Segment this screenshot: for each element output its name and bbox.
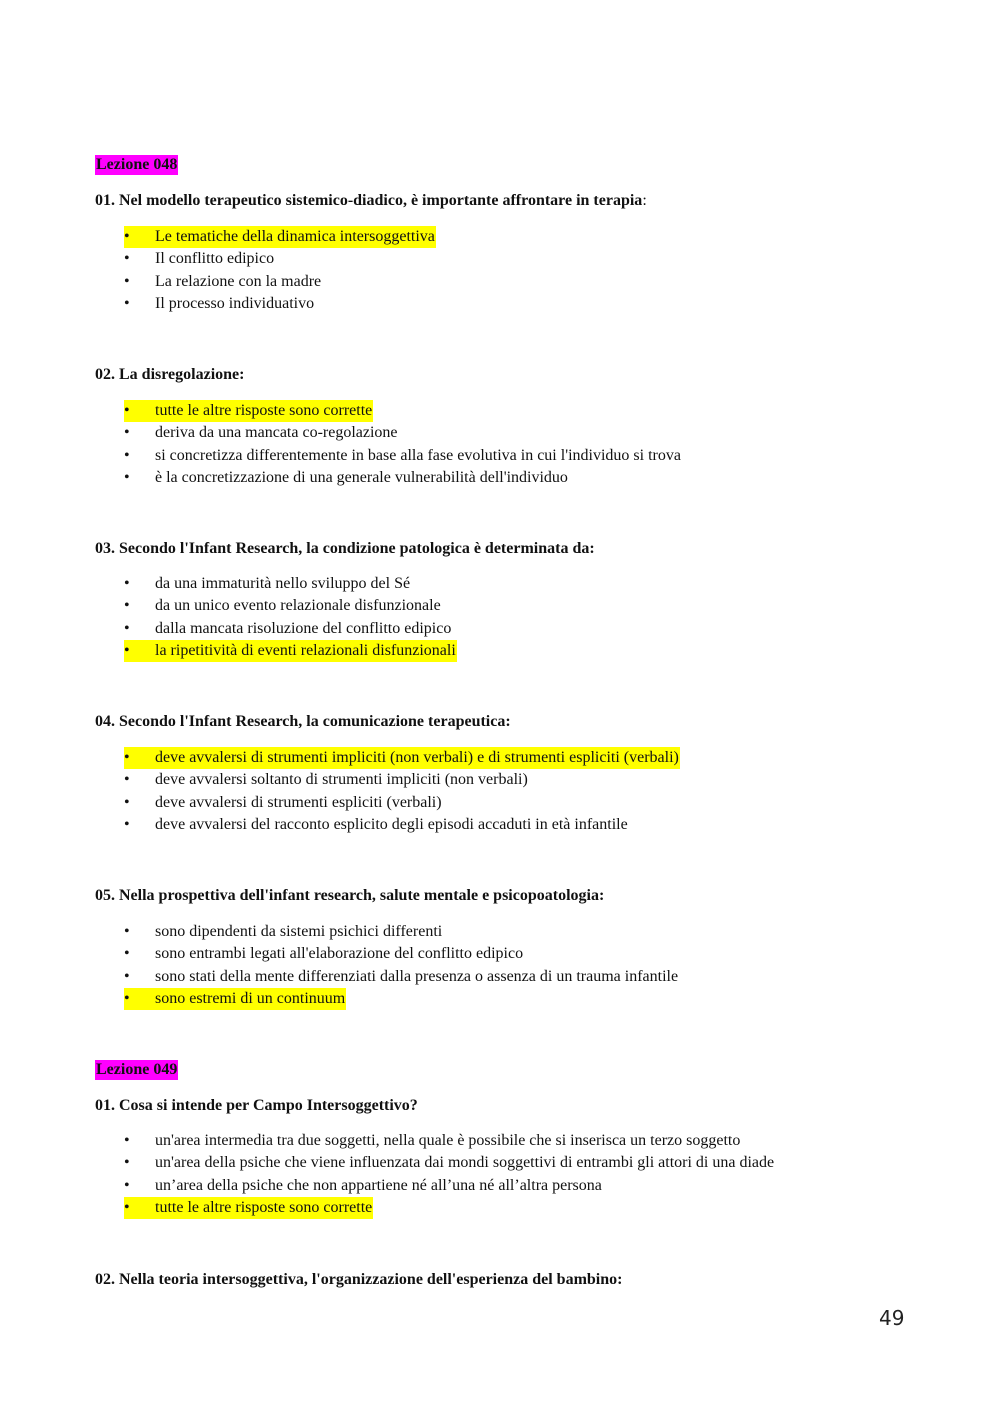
answer-highlight — [124, 445, 682, 467]
question-suffix: : — [642, 192, 647, 209]
answer-item — [124, 271, 436, 293]
answer-text: Le tematiche della dinamica intersoggettiva — [155, 228, 435, 245]
bullet-icon: • — [124, 228, 130, 245]
bullet-icon: • — [124, 597, 130, 615]
bullet-icon: • — [124, 1154, 130, 1172]
answer-highlight — [124, 1130, 741, 1152]
answer-highlight — [124, 792, 443, 814]
bullet-icon: • — [124, 815, 130, 833]
bullet-icon: • — [124, 793, 130, 811]
bullet-icon: • — [124, 446, 130, 464]
question-heading — [95, 1096, 418, 1116]
answer-text: deriva da una mancata co-regolazione — [155, 424, 398, 442]
answer-highlight — [124, 400, 373, 422]
question-text: 02. La disregolazione: — [95, 366, 245, 383]
answer-highlight — [124, 966, 679, 988]
answer-text: si concretizza differentemente in base alla fase evolutiva in cui l'individuo si trova — [155, 446, 681, 464]
answer-highlight — [124, 248, 275, 270]
bullet-icon: • — [124, 989, 130, 1007]
lesson-title: Lezione 049 — [96, 1061, 178, 1078]
question-text: 05. Nella prospettiva dell'infant research, salute mentale e psicopoatologia: — [95, 887, 605, 904]
bullet-icon: • — [124, 575, 130, 592]
answer-item — [124, 988, 679, 1010]
question-text: 01. Cosa si intende per Campo Intersoggettivo? — [95, 1097, 418, 1114]
bullet-icon: • — [124, 923, 130, 940]
question-heading — [95, 1270, 622, 1290]
answer-item — [124, 792, 680, 814]
answer-item — [124, 595, 457, 617]
answer-highlight — [124, 640, 457, 662]
answer-text: sono stati della mente differenziati dalla presenza o assenza di un trauma infantile — [155, 967, 679, 985]
answer-list — [124, 400, 682, 489]
bullet-icon: • — [124, 967, 130, 985]
answer-item — [124, 467, 682, 489]
answer-item — [124, 943, 679, 965]
answer-item — [124, 618, 457, 640]
bullet-icon: • — [124, 424, 130, 442]
question-heading — [95, 712, 511, 732]
bullet-icon: • — [124, 641, 130, 659]
answer-text: deve avvalersi del racconto esplicito degli episodi accaduti in età infantile — [155, 815, 628, 833]
bullet-icon: • — [124, 1198, 130, 1216]
answer-text: La relazione con la madre — [155, 272, 322, 290]
answer-text: tutte le altre risposte sono corrette — [155, 1198, 373, 1216]
answer-text: tutte le altre risposte sono corrette — [155, 402, 373, 419]
answer-text: deve avvalersi di strumenti espliciti (verbali) — [155, 793, 442, 811]
answer-highlight — [124, 1152, 775, 1174]
answer-highlight — [124, 769, 529, 791]
answer-text: un'area intermedia tra due soggetti, nella quale è possibile che si inserisca un terzo soggetto — [155, 1132, 741, 1149]
answer-item — [124, 422, 682, 444]
answer-list — [124, 747, 680, 836]
bullet-icon: • — [124, 294, 130, 312]
answer-text: deve avvalersi di strumenti impliciti (non verbali) e di strumenti espliciti (verbali) — [155, 749, 679, 766]
bullet-icon: • — [124, 1176, 130, 1194]
answer-list — [124, 1130, 775, 1219]
answer-highlight — [124, 573, 411, 595]
bullet-icon: • — [124, 468, 130, 486]
bullet-icon: • — [124, 272, 130, 290]
lesson-title: Lezione 048 — [96, 156, 178, 173]
answer-item — [124, 769, 680, 791]
answer-item — [124, 226, 436, 248]
answer-highlight — [124, 467, 569, 489]
answer-highlight — [124, 293, 315, 315]
bullet-icon: • — [124, 945, 130, 963]
answer-text: da un unico evento relazionale disfunzionale — [155, 597, 441, 615]
answer-text: sono dipendenti da sistemi psichici differenti — [155, 923, 443, 940]
bullet-icon: • — [124, 619, 130, 637]
answer-item — [124, 293, 436, 315]
question-heading — [95, 191, 647, 211]
answer-list — [124, 921, 679, 1010]
answer-item — [124, 1130, 775, 1152]
answer-text: sono entrambi legati all'elaborazione del conflitto edipico — [155, 945, 524, 963]
answer-text: sono estremi di un continuum — [155, 989, 346, 1007]
answer-item — [124, 640, 457, 662]
answer-item — [124, 747, 680, 769]
answer-text: da una immaturità nello sviluppo del Sé — [155, 575, 411, 592]
question-text: 01. Nel modello terapeutico sistemico-diadico, è importante affrontare in terapia — [95, 192, 643, 209]
answer-highlight — [124, 226, 436, 248]
answer-highlight — [124, 1175, 603, 1197]
answer-item — [124, 248, 436, 270]
page-number: 49 — [879, 1306, 905, 1330]
bullet-icon: • — [124, 1132, 130, 1149]
answer-item — [124, 400, 682, 422]
answer-item — [124, 445, 682, 467]
question-heading — [95, 886, 604, 906]
answer-item — [124, 573, 457, 595]
answer-item — [124, 1197, 775, 1219]
answer-highlight — [124, 1197, 373, 1219]
answer-item — [124, 1152, 775, 1174]
bullet-icon: • — [124, 749, 130, 766]
answer-highlight — [124, 943, 524, 965]
bullet-icon: • — [124, 250, 130, 268]
question-heading — [95, 539, 595, 559]
answer-item — [124, 1175, 775, 1197]
answer-list — [124, 573, 457, 662]
answer-highlight — [124, 988, 346, 1010]
answer-text: è la concretizzazione di una generale vulnerabilità dell'individuo — [155, 468, 568, 486]
answer-text: un’area della psiche che non appartiene né all’una né all’altra persona — [155, 1176, 602, 1194]
question-text: 03. Secondo l'Infant Research, la condizione patologica è determinata da: — [95, 540, 595, 557]
question-text: 02. Nella teoria intersoggettiva, l'organizzazione dell'esperienza del bambino: — [95, 1271, 623, 1288]
answer-text: Il conflitto edipico — [155, 250, 275, 268]
answer-highlight — [124, 422, 399, 444]
answer-item — [124, 921, 679, 943]
answer-item — [124, 814, 680, 836]
answer-text: Il processo individuativo — [155, 294, 315, 312]
bullet-icon: • — [124, 402, 130, 419]
answer-text: dalla mancata risoluzione del conflitto edipico — [155, 619, 452, 637]
answer-text: la ripetitività di eventi relazionali disfunzionali — [155, 641, 456, 659]
answer-highlight — [124, 814, 629, 836]
answer-text: un'area della psiche che viene influenzata dai mondi soggettivi di entrambi gli attori di una diade — [155, 1154, 775, 1172]
answer-item — [124, 966, 679, 988]
question-text: 04. Secondo l'Infant Research, la comunicazione terapeutica: — [95, 713, 511, 730]
question-heading — [95, 365, 244, 385]
answer-highlight — [124, 618, 452, 640]
answer-highlight — [124, 921, 443, 943]
answer-text: deve avvalersi soltanto di strumenti impliciti (non verbali) — [155, 771, 528, 789]
answer-highlight — [124, 271, 322, 293]
bullet-icon: • — [124, 771, 130, 789]
answer-highlight — [124, 747, 680, 769]
answer-highlight — [124, 595, 442, 617]
answer-list — [124, 226, 436, 315]
